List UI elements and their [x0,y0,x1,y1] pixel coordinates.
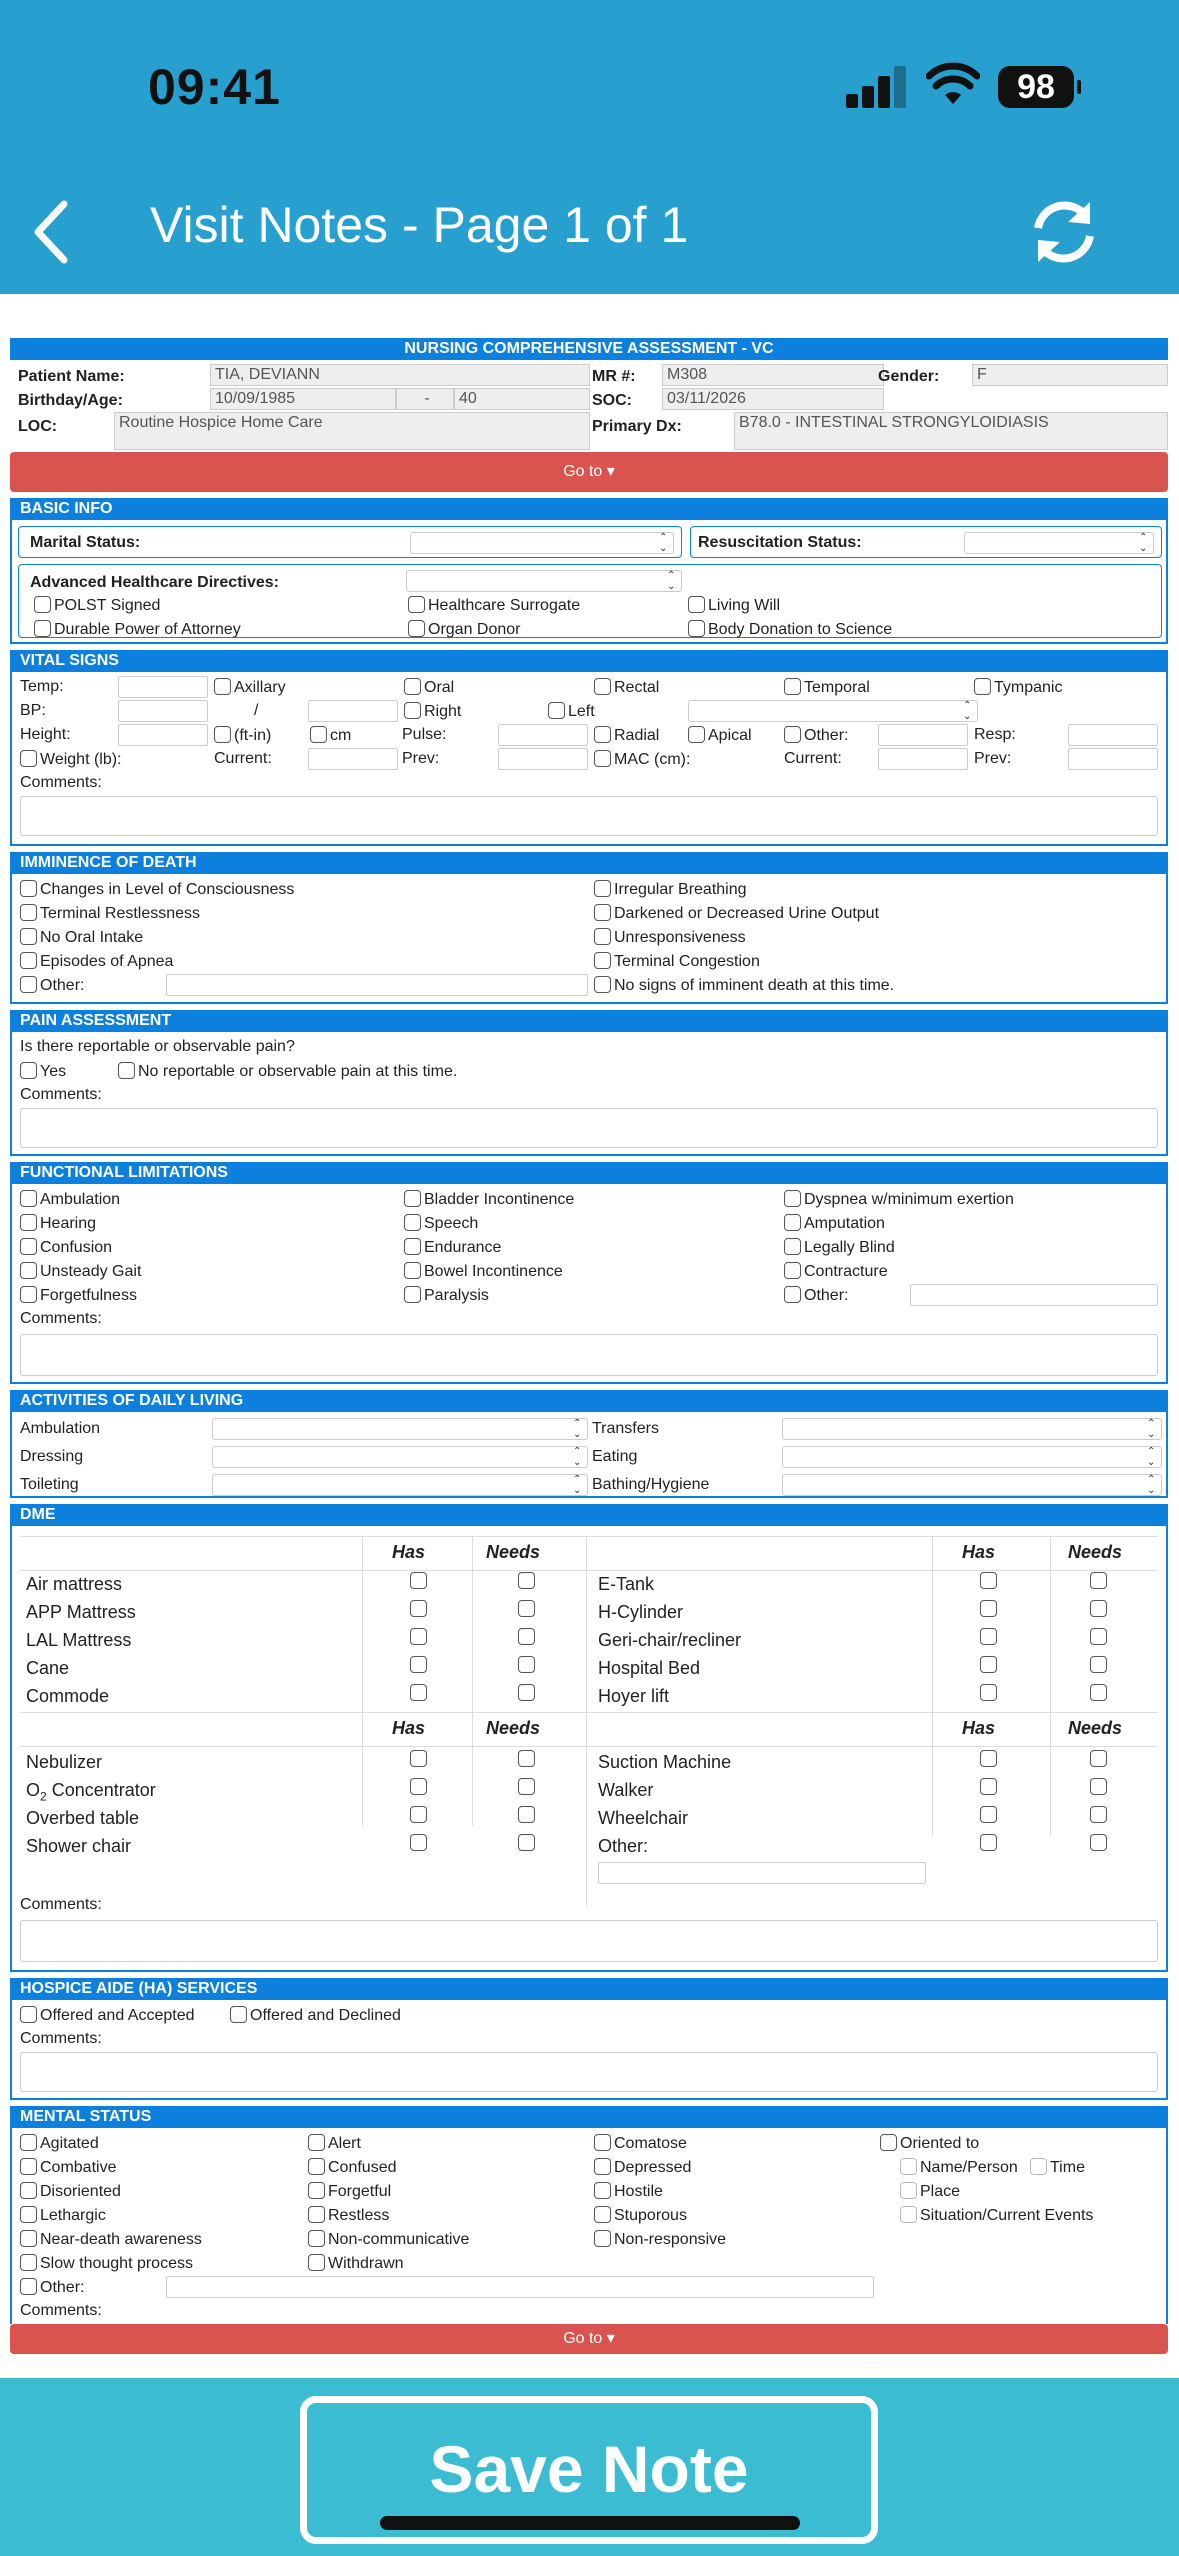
functional-item[interactable]: Legally Blind [784,1238,895,1257]
functional-item[interactable]: Forgetfulness [20,1286,137,1305]
adl-transfers-select[interactable] [782,1418,1162,1440]
mental-item[interactable]: Stuporous [594,2206,687,2225]
adl-bathing-select[interactable] [782,1474,1162,1496]
mental-item[interactable]: Non-communicative [308,2230,469,2249]
dme-needs-checkbox[interactable] [1090,1628,1110,1647]
status-bar [0,0,1179,170]
dme-needs-checkbox[interactable] [1090,1684,1110,1703]
aide-declined-checkbox[interactable]: Offered and Declined [230,2006,401,2025]
resus-label: Resuscitation Status: [698,534,862,551]
imminence-item[interactable]: No signs of imminent death at this time. [594,976,894,995]
adl-label: Toileting [20,1476,79,1493]
oriented-place-checkbox[interactable]: Place [900,2182,960,2201]
mental-item[interactable]: Hostile [594,2182,663,2201]
dme-needs-checkbox[interactable] [518,1834,538,1853]
polst-checkbox[interactable]: POLST Signed [34,596,160,615]
dme-needs-header: Needs [1068,1718,1123,1738]
adl-dressing-select[interactable] [212,1446,588,1468]
imminence-item[interactable]: Terminal Restlessness [20,904,200,923]
dme-item: Hoyer lift [598,1686,670,1706]
mental-item[interactable]: Non-responsive [594,2230,726,2249]
tympanic-checkbox[interactable]: Tympanic [974,678,1062,697]
birthday-label: Birthday/Age: [18,392,123,409]
dme-has-header: Has [962,1718,996,1738]
functional-item[interactable]: Confusion [20,1238,112,1257]
loc-label: LOC: [18,418,58,435]
dme-needs-checkbox[interactable] [518,1600,538,1619]
primary-dx-label: Primary Dx: [592,418,682,435]
dme-section [10,1526,1168,1972]
dme-comments-label: Comments: [20,1896,102,1913]
resp-input[interactable] [1068,724,1158,746]
vital-signs-header: VITAL SIGNS [10,650,1168,672]
soc-field: 03/11/2026 [662,388,884,410]
pulse-input[interactable] [498,724,588,746]
functional-item[interactable]: Amputation [784,1214,885,1233]
adl-eating-select[interactable] [782,1446,1162,1468]
mental-other-input[interactable] [166,2276,874,2298]
patient-name-field: TIA, DEVIANN [210,364,590,386]
vital-comments-input[interactable] [20,796,1158,836]
dme-item-o2-concentrator: $O_2$ Concentrator [26,1780,156,1804]
functional-item[interactable]: Bladder Incontinence [404,1190,574,1209]
aide-section [10,2000,1168,2100]
marital-label: Marital Status: [30,534,141,551]
mental-item[interactable]: Forgetful [308,2182,391,2201]
birthday-dash: - [396,388,454,410]
mac-current-label: Current: [784,750,842,767]
primary-dx-field: B78.0 - INTESTINAL STRONGYLOIDIASIS [734,412,1168,450]
imminence-item[interactable]: Irregular Breathing [594,880,747,899]
dme-needs-checkbox[interactable] [1090,1778,1110,1797]
birthday-field: 10/09/1985 [210,388,396,410]
dme-has-header: Has [962,1542,996,1562]
mental-item[interactable]: Near-death awareness [20,2230,202,2249]
aide-comments-input[interactable] [20,2052,1158,2092]
dme-item: APP Mattress [26,1602,136,1622]
adl-toileting-select[interactable] [212,1474,588,1496]
weight-prev-label: Prev: [402,750,440,767]
pain-yes-checkbox[interactable]: Yes [20,1062,66,1081]
ahd-label: Advanced Healthcare Directives: [30,574,279,591]
adl-label: Bathing/Hygiene [592,1476,710,1493]
dme-needs-checkbox[interactable] [518,1656,538,1675]
wifi-icon [926,62,980,106]
dme-comments-input[interactable] [20,1920,1158,1962]
weight-checkbox[interactable]: Weight (lb): [20,750,122,769]
functional-item[interactable]: Ambulation [20,1190,120,1209]
imminence-item[interactable]: Episodes of Apnea [20,952,173,971]
functional-comments-label: Comments: [20,1310,102,1327]
right-checkbox[interactable]: Right [404,702,461,721]
aide-comments-label: Comments: [20,2030,102,2047]
dme-needs-checkbox[interactable] [1090,1656,1110,1675]
clock: 09:41 [148,59,281,115]
signal-icon [846,66,906,108]
dme-item: Commode [26,1686,110,1706]
mr-label: MR #: [592,368,636,385]
imminence-header: IMMINENCE OF DEATH [10,852,1168,874]
axillary-checkbox[interactable]: Axillary [214,678,286,697]
dme-item: Hospital Bed [598,1658,701,1678]
mental-item[interactable]: Withdrawn [308,2254,404,2273]
ahd-select[interactable] [406,570,682,592]
dme-has-checkbox[interactable] [980,1628,1000,1647]
radial-checkbox[interactable]: Radial [594,726,659,745]
adl-ambulation-select[interactable] [212,1418,588,1440]
functional-other-input[interactable] [910,1284,1158,1306]
functional-comments-input[interactable] [20,1334,1158,1376]
oral-checkbox[interactable]: Oral [404,678,454,697]
living-will-checkbox[interactable]: Living Will [688,596,780,615]
dme-has-checkbox[interactable] [980,1834,1000,1853]
height-input[interactable] [118,724,208,746]
dme-has-checkbox[interactable] [410,1600,430,1619]
surrogate-checkbox[interactable]: Healthcare Surrogate [408,596,580,615]
dme-needs-checkbox[interactable] [518,1750,538,1769]
bp-systolic-input[interactable] [118,700,208,722]
functional-other-checkbox[interactable]: Other: [784,1286,848,1305]
left-checkbox[interactable]: Left [548,702,595,721]
oriented-name-checkbox[interactable]: Name/Person [900,2158,1018,2177]
oriented-situation-checkbox[interactable]: Situation/Current Events [900,2206,1093,2225]
dme-needs-checkbox[interactable] [518,1628,538,1647]
basic-info-section [10,520,1168,644]
dme-needs-checkbox[interactable] [1090,1600,1110,1619]
goto-button-bottom[interactable]: Go to ▾ [10,2324,1168,2354]
adl-section [10,1412,1168,1498]
page-title: Visit Notes - Page 1 of 1 [150,197,689,253]
functional-section [10,1184,1168,1384]
dme-item: Geri-chair/recliner [598,1630,742,1650]
functional-item[interactable]: Unsteady Gait [20,1262,141,1281]
dme-has-header: Has [392,1542,426,1562]
adl-label: Dressing [20,1448,84,1465]
resp-label: Resp: [974,726,1016,743]
organ-donor-checkbox[interactable]: Organ Donor [408,620,521,639]
dme-needs-header: Needs [486,1718,541,1738]
dme-needs-checkbox[interactable] [518,1806,538,1825]
pain-question: Is there reportable or observable pain? [20,1038,295,1055]
bp-diastolic-input[interactable] [308,700,398,722]
functional-item[interactable]: Endurance [404,1238,501,1257]
goto-button-top[interactable]: Go to ▾ [10,452,1168,492]
dme-item: Nebulizer [26,1752,103,1772]
dme-needs-checkbox[interactable] [518,1684,538,1703]
mental-item[interactable]: Restless [308,2206,389,2225]
adl-label: Transfers [592,1420,659,1437]
mental-item[interactable]: Lethargic [20,2206,106,2225]
dme-item: Other: [598,1836,649,1856]
imminence-other-input[interactable] [166,974,588,996]
dme-item: H-Cylinder [598,1602,684,1622]
cm-checkbox[interactable]: cm [310,726,351,745]
apical-checkbox[interactable]: Apical [688,726,752,745]
mac-prev-label: Prev: [974,750,1012,767]
pain-comments-input[interactable] [20,1108,1158,1148]
mac-prev-input[interactable] [1068,748,1158,770]
dme-needs-checkbox[interactable] [1090,1834,1110,1853]
weight-current-input[interactable] [308,748,398,770]
mac-current-input[interactable] [878,748,968,770]
loc-field: Routine Hospice Home Care [114,412,590,450]
functional-item[interactable]: Bowel Incontinence [404,1262,563,1281]
imminence-item[interactable]: No Oral Intake [20,928,143,947]
dme-has-checkbox[interactable] [980,1572,1000,1591]
height-label: Height: [20,726,71,743]
mental-item[interactable]: Alert [308,2134,361,2153]
dme-needs-checkbox[interactable] [1090,1572,1110,1591]
aide-header: HOSPICE AIDE (HA) SERVICES [10,1978,1168,2000]
patient-name-label: Patient Name: [18,368,125,385]
assessment-form [10,338,1168,2354]
dme-header: DME [10,1504,1168,1526]
nav-bar [0,170,1179,294]
imminence-item[interactable]: Unresponsiveness [594,928,746,947]
functional-item[interactable]: Contracture [784,1262,888,1281]
dme-item: LAL Mattress [26,1630,132,1650]
pulse-label: Pulse: [402,726,447,743]
temp-label: Temp: [20,678,64,695]
dme-has-checkbox[interactable] [410,1806,430,1825]
battery-icon: 98 [998,66,1074,108]
temp-input[interactable] [118,676,208,698]
gender-field: F [972,364,1168,386]
basic-info-header: BASIC INFO [10,498,1168,520]
dme-item: Overbed table [26,1808,140,1828]
temporal-checkbox[interactable]: Temporal [784,678,870,697]
imminence-other-checkbox[interactable]: Other: [20,976,84,995]
mental-item[interactable]: Comatose [594,2134,687,2153]
resus-select[interactable] [964,532,1154,554]
body-donation-checkbox[interactable]: Body Donation to Science [688,620,892,639]
dme-has-checkbox[interactable] [980,1684,1000,1703]
save-note-button[interactable]: Save Note [300,2396,878,2544]
imminence-item[interactable]: Terminal Congestion [594,952,760,971]
pain-comments-label: Comments: [20,1086,102,1103]
patient-header [10,360,1168,452]
dme-has-checkbox[interactable] [980,1778,1000,1797]
dme-has-checkbox[interactable] [410,1628,430,1647]
imminence-item[interactable]: Darkened or Decreased Urine Output [594,904,879,923]
dme-item: Cane [26,1658,70,1678]
dme-has-checkbox[interactable] [980,1750,1000,1769]
imminence-item[interactable]: Changes in Level of Consciousness [20,880,294,899]
mental-item[interactable]: Disoriented [20,2182,121,2201]
dme-item: Suction Machine [598,1752,732,1772]
bp-slash: / [254,702,259,719]
aide-accepted-checkbox[interactable]: Offered and Accepted [20,2006,194,2025]
dme-has-checkbox[interactable] [980,1600,1000,1619]
gender-label: Gender: [878,368,940,385]
dme-needs-header: Needs [486,1542,541,1562]
poa-checkbox[interactable]: Durable Power of Attorney [34,620,241,639]
dme-needs-checkbox[interactable] [518,1572,538,1591]
dme-has-checkbox[interactable] [410,1834,430,1853]
functional-item[interactable]: Speech [404,1214,478,1233]
back-chevron-icon[interactable] [20,192,84,272]
pain-no-checkbox[interactable]: No reportable or observable pain at this time. [118,1062,457,1081]
ftin-checkbox[interactable]: (ft-in) [214,726,271,745]
dme-item: Walker [598,1780,654,1800]
dme-has-checkbox[interactable] [410,1572,430,1591]
functional-item[interactable]: Dyspnea w/minimum exertion [784,1190,1014,1209]
bp-position-select[interactable] [688,700,978,722]
pain-header: PAIN ASSESSMENT [10,1010,1168,1032]
vital-signs-section [10,672,1168,846]
age-field: 40 [454,388,590,410]
dme-item: Air mattress [26,1574,123,1594]
weight-current-label: Current: [214,750,272,767]
mac-checkbox[interactable]: MAC (cm): [594,750,690,769]
dme-has-checkbox[interactable] [410,1656,430,1675]
mental-item[interactable]: Slow thought process [20,2254,193,2273]
vital-comments-label: Comments: [20,774,102,791]
adl-label: Ambulation [20,1420,101,1437]
mental-section [10,2128,1168,2324]
dme-item: E-Tank [598,1574,655,1594]
dme-item: Shower chair [26,1836,132,1856]
mental-item[interactable]: Confused [308,2158,397,2177]
dme-needs-checkbox[interactable] [1090,1806,1110,1825]
rectal-checkbox[interactable]: Rectal [594,678,659,697]
bp-label: BP: [20,702,46,719]
form-title: NURSING COMPREHENSIVE ASSESSMENT - VC [10,338,1168,360]
oriented-time-checkbox[interactable]: Time [1030,2158,1085,2177]
adl-header: ACTIVITIES OF DAILY LIVING [10,1390,1168,1412]
mental-other-checkbox[interactable]: Other: [20,2278,84,2297]
pain-section [10,1032,1168,1156]
dme-other-input[interactable] [598,1862,926,1884]
dme-needs-header: Needs [1068,1542,1123,1562]
adl-label: Eating [592,1448,638,1465]
dme-has-header: Has [392,1718,426,1738]
pulse-other-input[interactable] [878,724,968,746]
home-indicator [380,2516,800,2530]
dme-has-checkbox[interactable] [410,1778,430,1797]
functional-header: FUNCTIONAL LIMITATIONS [10,1162,1168,1184]
mental-item[interactable]: Agitated [20,2134,99,2153]
dme-has-checkbox[interactable] [980,1656,1000,1675]
dme-has-checkbox[interactable] [980,1806,1000,1825]
pulse-other-checkbox[interactable]: Other: [784,726,848,745]
oriented-checkbox[interactable]: Oriented to [880,2134,979,2153]
dme-needs-checkbox[interactable] [1090,1750,1110,1769]
mental-comments-label: Comments: [20,2302,102,2319]
dme-has-checkbox[interactable] [410,1684,430,1703]
mr-field: M308 [662,364,884,386]
imminence-section [10,874,1168,1004]
mental-item[interactable]: Depressed [594,2158,691,2177]
soc-label: SOC: [592,392,632,409]
dme-needs-checkbox[interactable] [518,1778,538,1797]
dme-has-checkbox[interactable] [410,1750,430,1769]
mental-header: MENTAL STATUS [10,2106,1168,2128]
functional-item[interactable]: Paralysis [404,1286,489,1305]
functional-item[interactable]: Hearing [20,1214,96,1233]
mental-item[interactable]: Combative [20,2158,116,2177]
marital-select[interactable] [410,532,674,554]
dme-item: Wheelchair [598,1808,689,1828]
weight-prev-input[interactable] [498,748,588,770]
refresh-icon[interactable] [1024,192,1104,272]
